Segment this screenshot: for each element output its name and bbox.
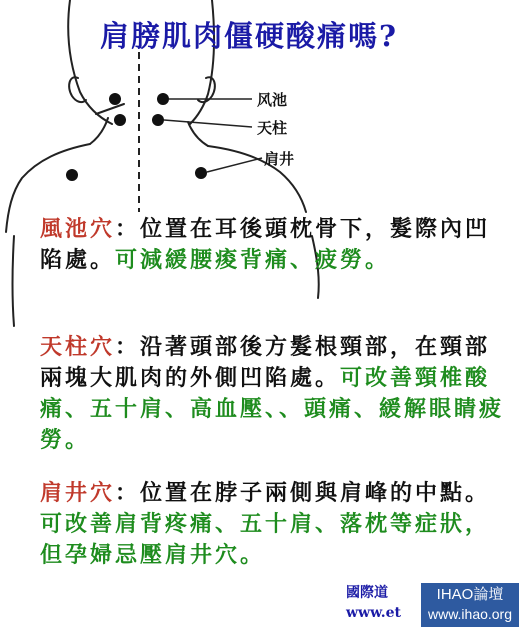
tianzhu-label: 天柱 [257, 119, 288, 137]
footer-line2: www.et [346, 605, 401, 621]
tianzhu-left-dot [114, 114, 126, 126]
fengchi-description [40, 214, 510, 276]
tianzhu-description [40, 332, 510, 456]
fengchi-colon: ： [115, 216, 141, 242]
fengchi-location: 位置在耳後頭枕骨下，髮際內凹陷處。 [40, 216, 491, 273]
footer-credit [346, 583, 401, 623]
jianjing-effect: 可改善肩背疼痛、五十肩、落枕等症狀，但孕婦忌壓肩井穴。 [40, 511, 491, 568]
neck-right [188, 122, 208, 146]
fengchi-name: 風池穴 [40, 216, 116, 242]
tianzhu-leader [164, 120, 252, 127]
tianzhu-location: 沿著頭部後方髮根頸部，在頸部兩塊大肌肉的外側凹陷處。 [40, 334, 491, 391]
jianjing-description [40, 478, 510, 571]
tianzhu-colon: ： [115, 334, 141, 360]
footer-line1: 國際道 [346, 585, 388, 601]
jianjing-location: 位置在脖子兩側與肩峰的中點。 [140, 480, 491, 506]
jianjing-label: 肩井 [264, 150, 295, 168]
left-arm [13, 236, 15, 326]
hairline [96, 104, 124, 114]
neck-left [90, 118, 108, 144]
jianjing-colon: ： [115, 480, 141, 506]
jianjing-left-dot [66, 169, 78, 181]
fengchi-effect: 可減緩腰痠背痛、疲勞。 [115, 247, 391, 273]
fengchi-right-dot [157, 93, 169, 105]
watermark-badge [421, 583, 519, 627]
page-title: 肩膀肌肉僵硬酸痛嗎? [100, 19, 398, 53]
watermark-line1: IHAO論壇 [436, 586, 504, 603]
jianjing-name: 肩井穴 [40, 480, 116, 506]
jianjing-leader [207, 158, 262, 172]
fengchi-label: 风池 [257, 91, 288, 109]
jianjing-right-dot [195, 167, 207, 179]
tianzhu-effect: 可改善頸椎酸痛、五十肩、高血壓、、頭痛、緩解眼睛疲勞。 [40, 365, 505, 453]
fengchi-left-dot [109, 93, 121, 105]
watermark-line2: www.ihao.org [427, 606, 513, 622]
tianzhu-name: 天柱穴 [40, 334, 116, 360]
tianzhu-right-dot [152, 114, 164, 126]
